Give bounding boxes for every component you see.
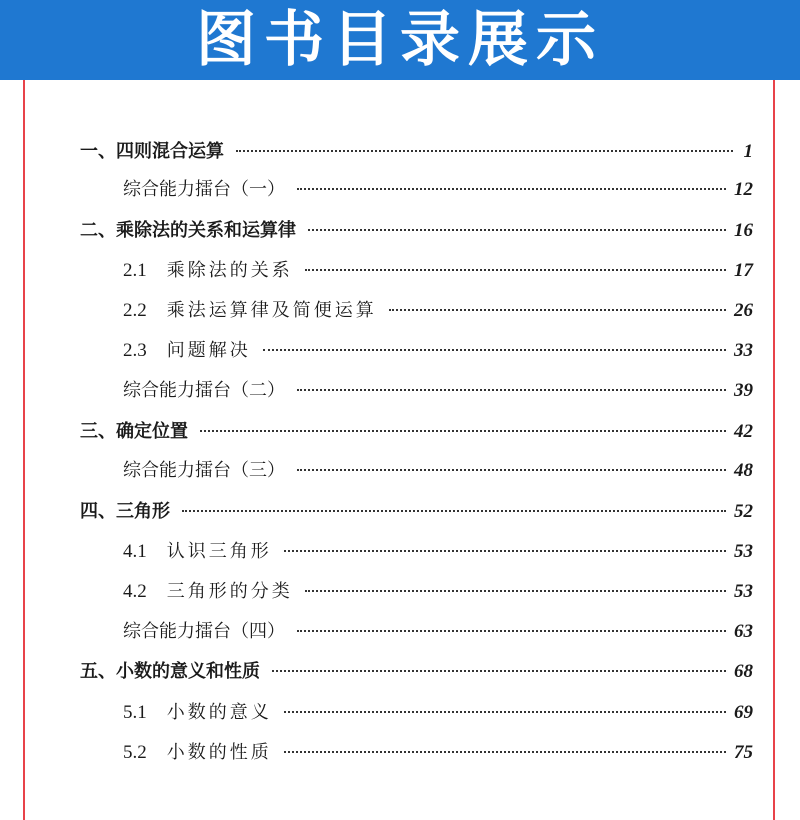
toc-section-4-1[interactable]	[123, 537, 753, 567]
toc-page: 1	[743, 141, 753, 162]
toc-section-2-2[interactable]	[123, 296, 753, 326]
toc-review-3[interactable]	[123, 456, 753, 486]
toc-section-number: 2.1	[123, 260, 147, 281]
dot-leader	[297, 389, 726, 391]
toc-label: 小数的意义	[166, 702, 272, 723]
toc-section-number: 5.1	[123, 702, 147, 723]
toc-section-4-2[interactable]	[123, 577, 753, 607]
dot-leader	[236, 150, 733, 152]
dot-leader	[297, 469, 726, 471]
dot-leader	[284, 711, 726, 713]
dot-leader	[297, 630, 726, 632]
dot-leader	[182, 510, 726, 512]
toc-chapter-3[interactable]	[80, 417, 753, 447]
toc-label: 综合能力擂台（一）	[123, 179, 285, 200]
toc-label: 三、确定位置	[80, 421, 188, 442]
toc-chapter-5[interactable]	[80, 657, 753, 687]
toc-label: 二、乘除法的关系和运算律	[80, 220, 296, 241]
toc-section-number: 2.3	[123, 340, 147, 361]
dot-leader	[284, 550, 726, 552]
toc-section-2-3[interactable]	[123, 336, 753, 366]
toc-chapter-2[interactable]	[80, 216, 753, 246]
dot-leader	[389, 309, 726, 311]
toc-section-5-2[interactable]	[123, 738, 753, 768]
toc-label: 综合能力擂台（四）	[123, 621, 285, 642]
toc-page: 39	[734, 380, 753, 401]
toc-review-1[interactable]	[123, 175, 753, 205]
toc-section-number: 4.1	[123, 541, 147, 562]
toc-page: 33	[734, 340, 753, 361]
toc-label: 乘法运算律及简便运算	[166, 300, 377, 321]
toc-label: 综合能力擂台（二）	[123, 380, 285, 401]
toc-label: 小数的性质	[166, 742, 272, 763]
toc-chapter-1[interactable]	[80, 137, 753, 167]
dot-leader	[308, 229, 726, 231]
toc-section-number: 5.2	[123, 742, 147, 763]
toc-chapter-4[interactable]	[80, 497, 753, 527]
toc-page: 53	[734, 581, 753, 602]
toc-review-2[interactable]	[123, 376, 753, 406]
toc-label: 综合能力擂台（三）	[123, 460, 285, 481]
banner-title: 图书目录展示	[196, 5, 604, 75]
toc-label: 五、小数的意义和性质	[80, 661, 260, 682]
toc-page: 75	[734, 742, 753, 763]
toc-page: 52	[734, 501, 753, 522]
toc-page: 42	[734, 421, 753, 442]
dot-leader	[297, 188, 726, 190]
toc-page: 26	[734, 300, 753, 321]
toc-label: 四、三角形	[80, 501, 170, 522]
dot-leader	[263, 349, 726, 351]
toc-label: 三角形的分类	[166, 581, 293, 602]
dot-leader	[272, 670, 726, 672]
toc-section-5-1[interactable]	[123, 698, 753, 728]
toc-label: 乘除法的关系	[166, 260, 293, 281]
toc-label: 问题解决	[166, 340, 251, 361]
toc-review-4[interactable]	[123, 617, 753, 647]
toc-section-2-1[interactable]	[123, 256, 753, 286]
toc-label: 一、四则混合运算	[80, 141, 224, 162]
toc-page: 48	[734, 460, 753, 481]
toc-page: 68	[734, 661, 753, 682]
toc-page: 16	[734, 220, 753, 241]
toc-page: 69	[734, 702, 753, 723]
dot-leader	[305, 269, 726, 271]
dot-leader	[305, 590, 726, 592]
toc-page: 17	[734, 260, 753, 281]
toc-label: 认识三角形	[166, 541, 272, 562]
dot-leader	[200, 430, 726, 432]
dot-leader	[284, 751, 726, 753]
toc-page: 63	[734, 621, 753, 642]
toc-page: 53	[734, 541, 753, 562]
toc-page: 12	[734, 179, 753, 200]
toc-section-number: 4.2	[123, 581, 147, 602]
toc-section-number: 2.2	[123, 300, 147, 321]
